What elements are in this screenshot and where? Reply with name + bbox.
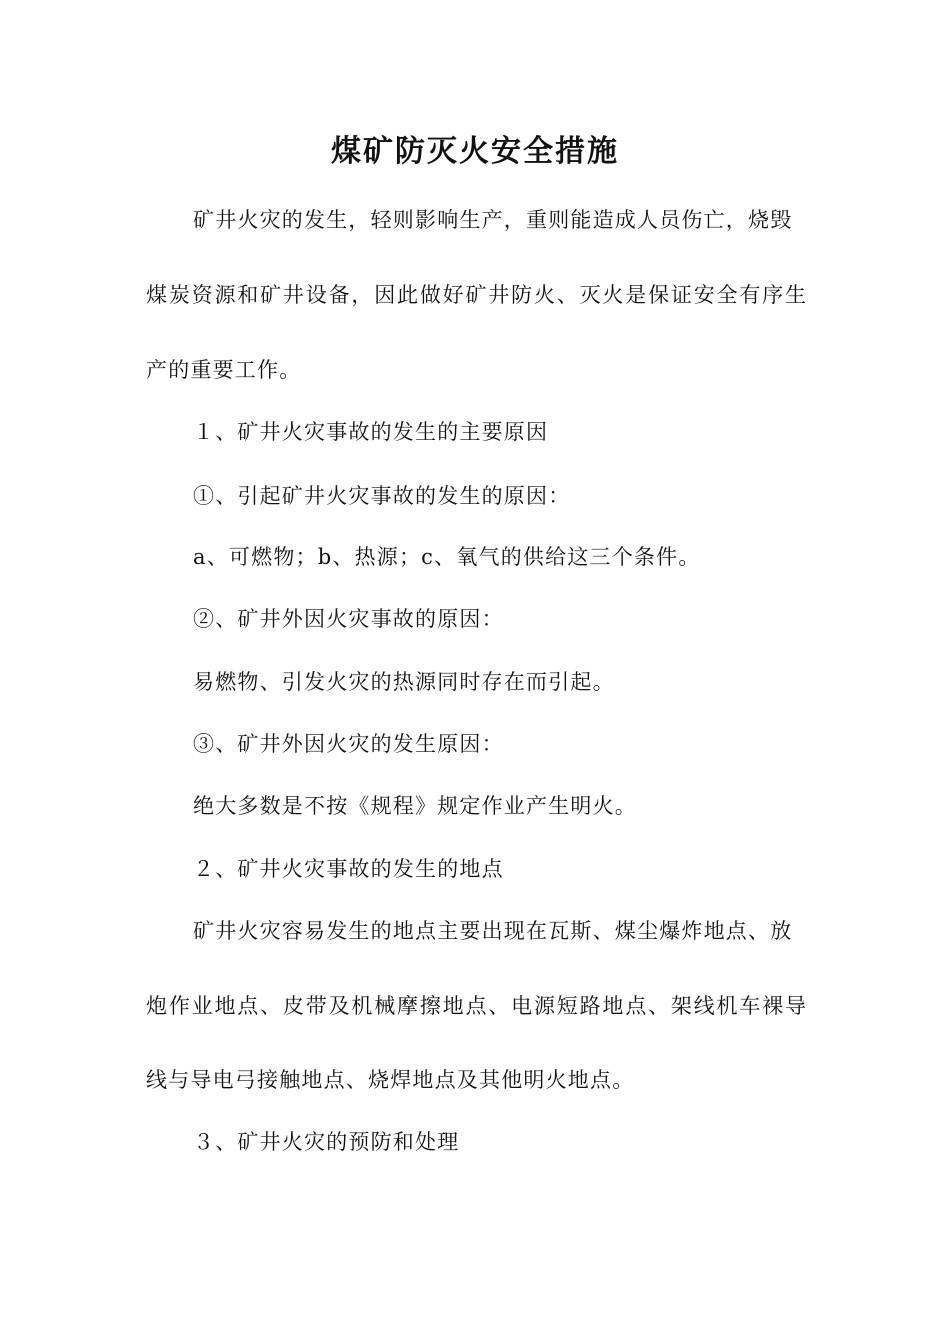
intro-line-2: 煤炭资源和矿井设备，因此做好矿井防火、灭火是保证安全有序生 [146, 283, 806, 307]
section-1-item-3-label: ③、矿井外因火灾的发生原因： [193, 732, 504, 756]
section-2-line-2: 炮作业地点、皮带及机械摩擦地点、电源短路地点、架线机车裸导 [146, 994, 806, 1018]
intro-line-1: 矿井火灾的发生，轻则影响生产，重则能造成人员伤亡，烧毁 [193, 208, 793, 232]
section-1-item-1-text: a、可燃物；b、热源；c、氧气的供给这三个条件。 [193, 545, 701, 569]
section-1-item-1-label: ①、引起矿井火灾事故的发生的原因： [193, 484, 571, 508]
section-1-item-2-label: ②、矿井外因火灾事故的原因： [193, 607, 504, 631]
document-title: 煤矿防灭火安全措施 [331, 134, 619, 169]
section-2-line-3: 线与导电弓接触地点、烧焊地点及其他明火地点。 [146, 1068, 635, 1092]
section-3-heading: ３、矿井火灾的预防和处理 [193, 1130, 460, 1154]
section-2-heading: ２、矿井火灾事故的发生的地点 [193, 857, 504, 881]
section-2-line-1: 矿井火灾容易发生的地点主要出现在瓦斯、煤尘爆炸地点、放 [193, 919, 793, 943]
intro-line-3: 产的重要工作。 [146, 358, 302, 382]
section-1-item-2-text: 易燃物、引发火灾的热源同时存在而引起。 [193, 670, 615, 694]
section-1-heading: １、矿井火灾事故的发生的主要原因 [193, 420, 549, 444]
section-1-item-3-text: 绝大多数是不按《规程》规定作业产生明火。 [193, 794, 637, 818]
